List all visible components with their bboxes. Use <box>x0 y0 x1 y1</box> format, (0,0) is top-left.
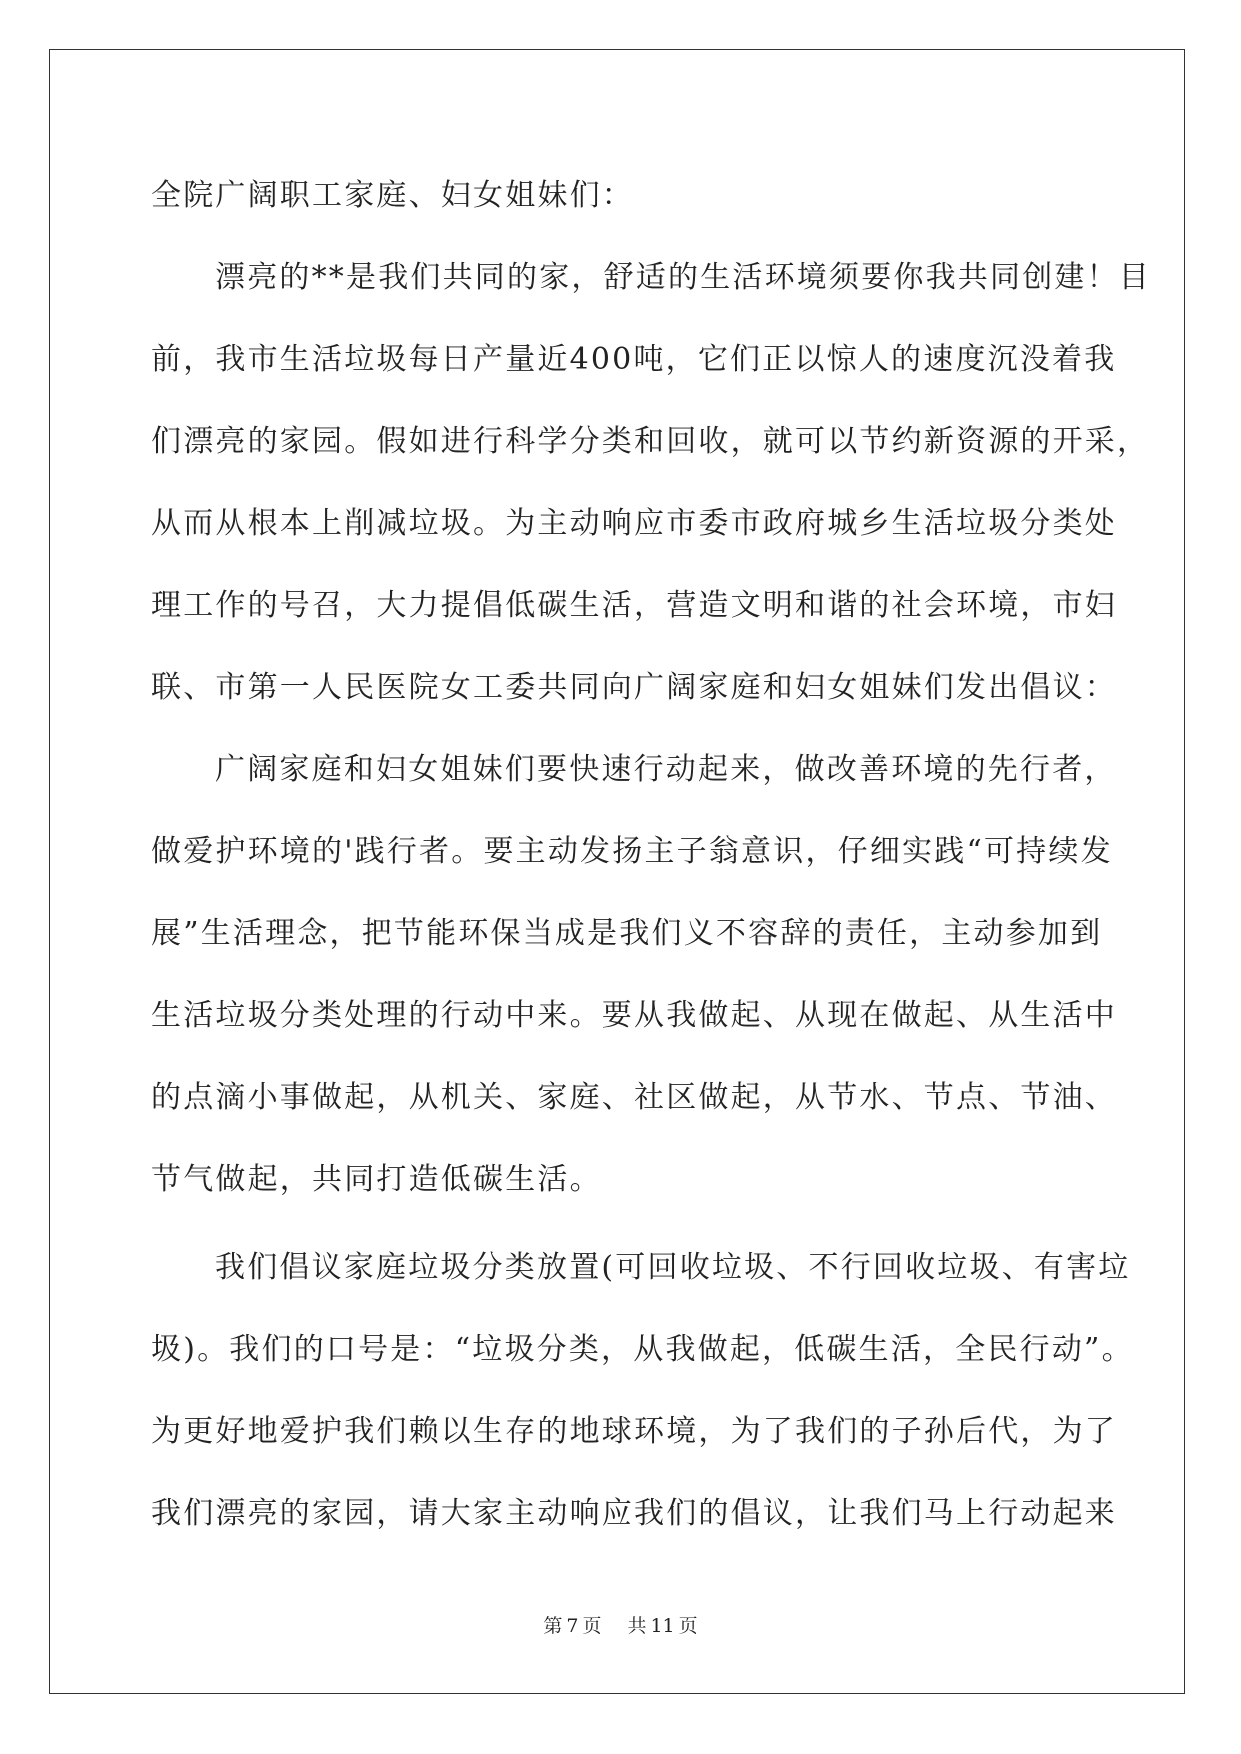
page-label-prefix: 第 <box>543 1615 563 1637</box>
paragraph-2-line-5: 的点滴小事做起，从机关、家庭、社区做起，从节水、节点、节油、 <box>151 1080 1117 1115</box>
paragraph-1-line-1: 漂亮的**是我们共同的家，舒适的生活环境须要你我共同创建！目 <box>215 260 1151 295</box>
page-number: 7 <box>566 1615 579 1637</box>
page-label-suffix: 页 <box>582 1615 602 1637</box>
paragraph-2-line-3: 展”生活理念，把节能环保当成是我们义不容辞的责任，主动参加到 <box>151 916 1103 951</box>
salutation-line: 全院广阔职工家庭、妇女姐妹们： <box>151 178 634 213</box>
paragraph-1-line-3: 们漂亮的家园。假如进行科学分类和回收，就可以节约新资源的开采， <box>151 424 1150 459</box>
total-label-prefix: 共 <box>627 1615 647 1637</box>
page-footer <box>0 1611 1241 1638</box>
paragraph-2-line-2: 做爱护环境的'践行者。要主动发扬主子翁意识，仔细实践“可持续发 <box>151 834 1113 869</box>
paragraph-3-line-4: 我们漂亮的家园，请大家主动响应我们的倡议，让我们马上行动起来 <box>151 1496 1117 1531</box>
paragraph-3-line-3: 为更好地爱护我们赖以生存的地球环境，为了我们的子孙后代，为了 <box>151 1414 1117 1449</box>
total-label-suffix: 页 <box>678 1615 698 1637</box>
paragraph-1-line-2: 前，我市生活垃圾每日产量近400吨，它们正以惊人的速度沉没着我 <box>151 342 1117 377</box>
paragraph-2-line-6: 节气做起，共同打造低碳生活。 <box>151 1162 602 1197</box>
paragraph-2-line-4: 生活垃圾分类处理的行动中来。要从我做起、从现在做起、从生活中 <box>151 998 1117 1033</box>
paragraph-1-line-5: 理工作的号召，大力提倡低碳生活，营造文明和谐的社会环境，市妇 <box>151 588 1117 623</box>
paragraph-1-line-4: 从而从根本上削减垃圾。为主动响应市委市政府城乡生活垃圾分类处 <box>151 506 1117 541</box>
document-body <box>151 155 1151 1555</box>
paragraph-3-line-2: 圾)。我们的口号是：“垃圾分类，从我做起，低碳生活，全民行动”。 <box>151 1332 1134 1367</box>
paragraph-3-line-1: 我们倡议家庭垃圾分类放置(可回收垃圾、不行回收垃圾、有害垃 <box>215 1250 1131 1285</box>
total-pages: 11 <box>650 1615 675 1637</box>
paragraph-2-line-1: 广阔家庭和妇女姐妹们要快速行动起来，做改善环境的先行者， <box>215 752 1117 787</box>
paragraph-1-line-6: 联、市第一人民医院女工委共同向广阔家庭和妇女姐妹们发出倡议： <box>151 670 1117 705</box>
